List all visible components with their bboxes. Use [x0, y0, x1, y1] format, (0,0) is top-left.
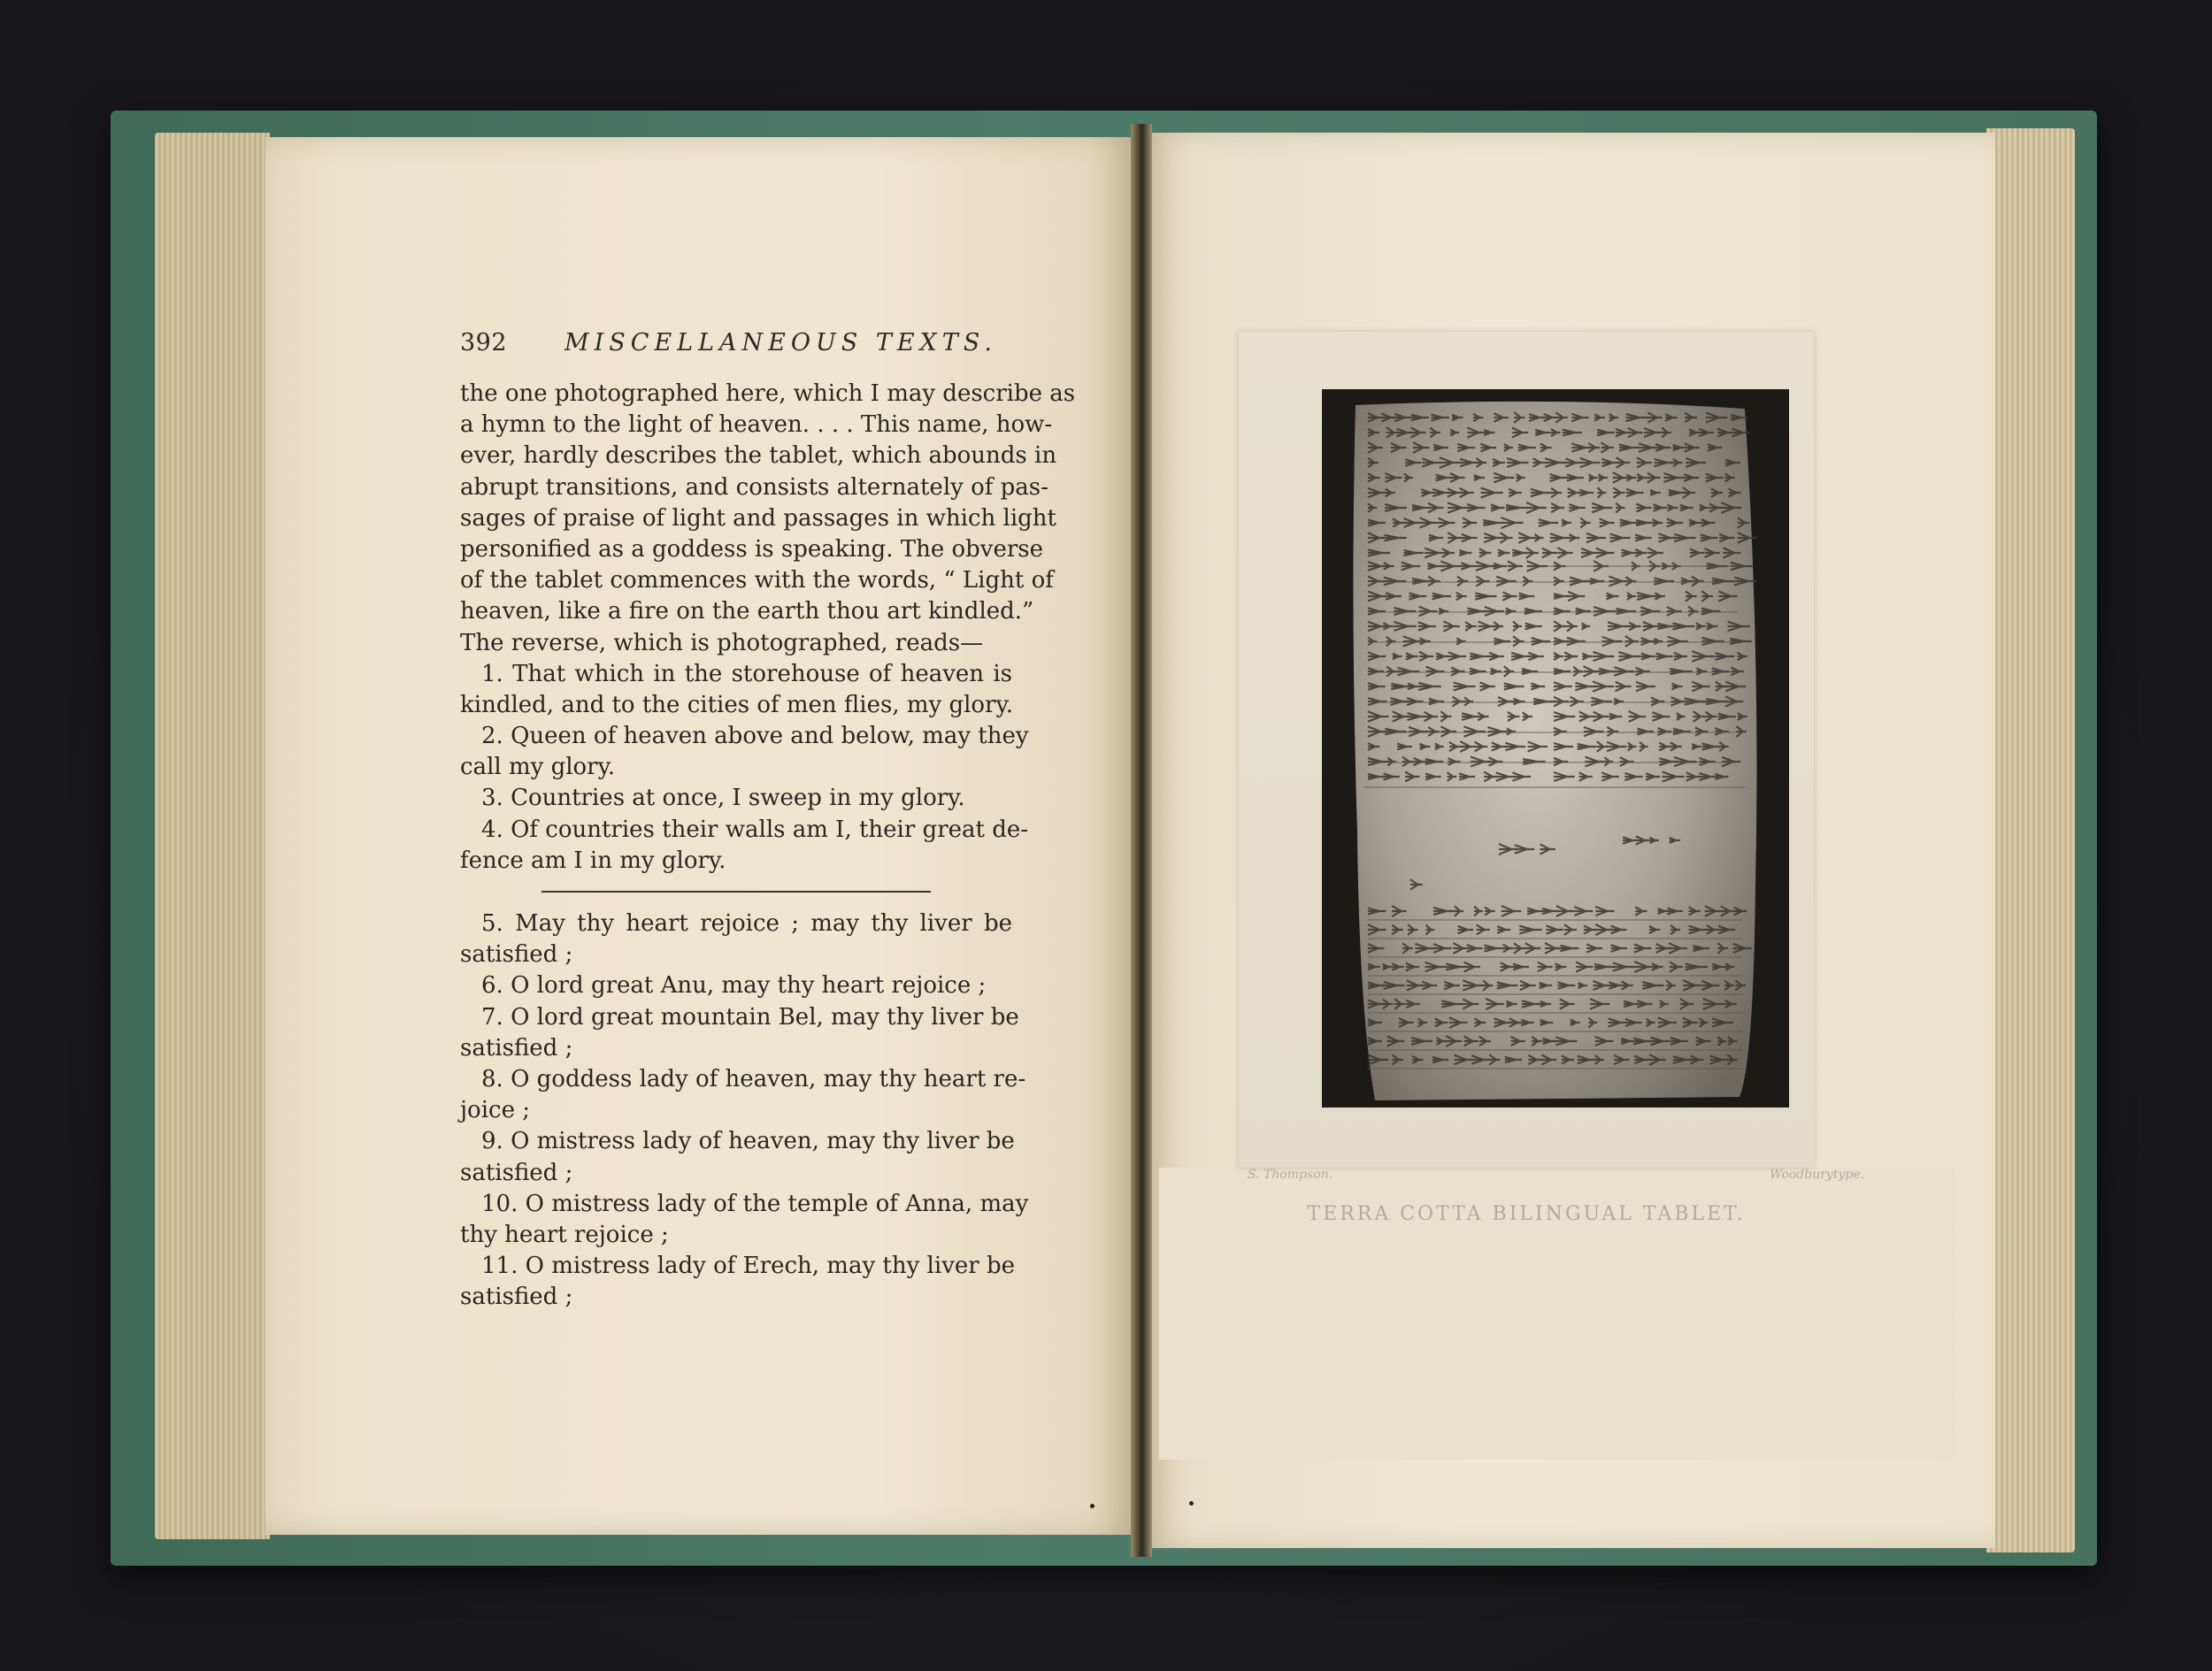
right-page-edges [1986, 128, 2075, 1552]
cuneiform-tablet-image [1322, 389, 1789, 1108]
left-page-edges [155, 133, 270, 1539]
paragraph-line: personified as a goddess is speaking. The obverse [460, 535, 1044, 563]
photographer-credit: S. Thompson. [1248, 1168, 1333, 1182]
verse-item-1: 1. That which in the storehouse of heaven is [481, 660, 1012, 687]
verse-item-11-cont: satisfied ; [460, 1284, 573, 1311]
process-credit: Woodburytype. [1770, 1168, 1865, 1182]
tablet-photograph [1322, 389, 1789, 1108]
paragraph-line: ever, hardly describes the tablet, which abounds in [460, 442, 1057, 470]
paragraph-line: sages of praise of light and passages in which light [460, 504, 1056, 532]
running-title: MISCELLANEOUS TEXTS. [565, 329, 997, 356]
verse-item-5-cont: satisfied ; [460, 941, 573, 969]
book-gutter [1131, 124, 1152, 1557]
paragraph-line: heaven, like a fire on the earth thou art kindled.” [460, 598, 1034, 625]
paragraph-line: the one photographed here, which I may describe as [460, 380, 1076, 407]
verse-item-8-cont: joice ; [460, 1097, 531, 1124]
verse-item-9-cont: satisfied ; [460, 1159, 573, 1186]
section-divider [541, 891, 931, 893]
paragraph-line: abrupt transitions, and consists alternately of pas- [460, 473, 1048, 501]
verse-item-8: 8. O goddess lady of heaven, may thy heart re- [481, 1065, 1026, 1092]
verse-item-4: 4. Of countries their walls am I, their great de- [481, 816, 1029, 843]
running-head [460, 329, 1026, 364]
verse-item-9: 9. O mistress lady of heaven, may thy liver be [481, 1128, 1015, 1155]
paragraph-line: of the tablet commences with the words, “ Light of [460, 567, 1054, 594]
verse-item-11: 11. O mistress lady of Erech, may thy liver be [481, 1253, 1015, 1280]
body-text [460, 379, 1076, 1313]
verse-item-3: 3. Countries at once, I sweep in my glory. [481, 785, 965, 812]
page-mark [1090, 1504, 1094, 1508]
page-number: 392 [460, 329, 508, 356]
paragraph-line: a hymn to the light of heaven. . . . This name, how- [460, 411, 1053, 439]
page-mark [1189, 1501, 1194, 1506]
verse-item-6: 6. O lord great Anu, may thy heart rejoice ; [481, 972, 987, 1000]
verse-item-10: 10. O mistress lady of the temple of Anna, may [481, 1190, 1029, 1217]
verse-item-10-cont: thy heart rejoice ; [460, 1221, 669, 1248]
paragraph-line: The reverse, which is photographed, reads— [460, 629, 984, 656]
verse-item-4-cont: fence am I in my glory. [460, 847, 726, 874]
verse-item-2: 2. Queen of heaven above and below, may they [481, 723, 1029, 750]
verse-item-7: 7. O lord great mountain Bel, may thy liver be [481, 1003, 1019, 1031]
verse-item-7-cont: satisfied ; [460, 1034, 573, 1062]
verse-item-2-cont: call my glory. [460, 754, 616, 781]
verse-item-5: 5. May thy heart rejoice ; may thy liver be [481, 910, 1012, 937]
verse-item-1-cont: kindled, and to the cities of men flies, my glory. [460, 691, 1013, 718]
plate-caption: TERRA COTTA BILINGUAL TABLET. [1307, 1203, 1746, 1225]
